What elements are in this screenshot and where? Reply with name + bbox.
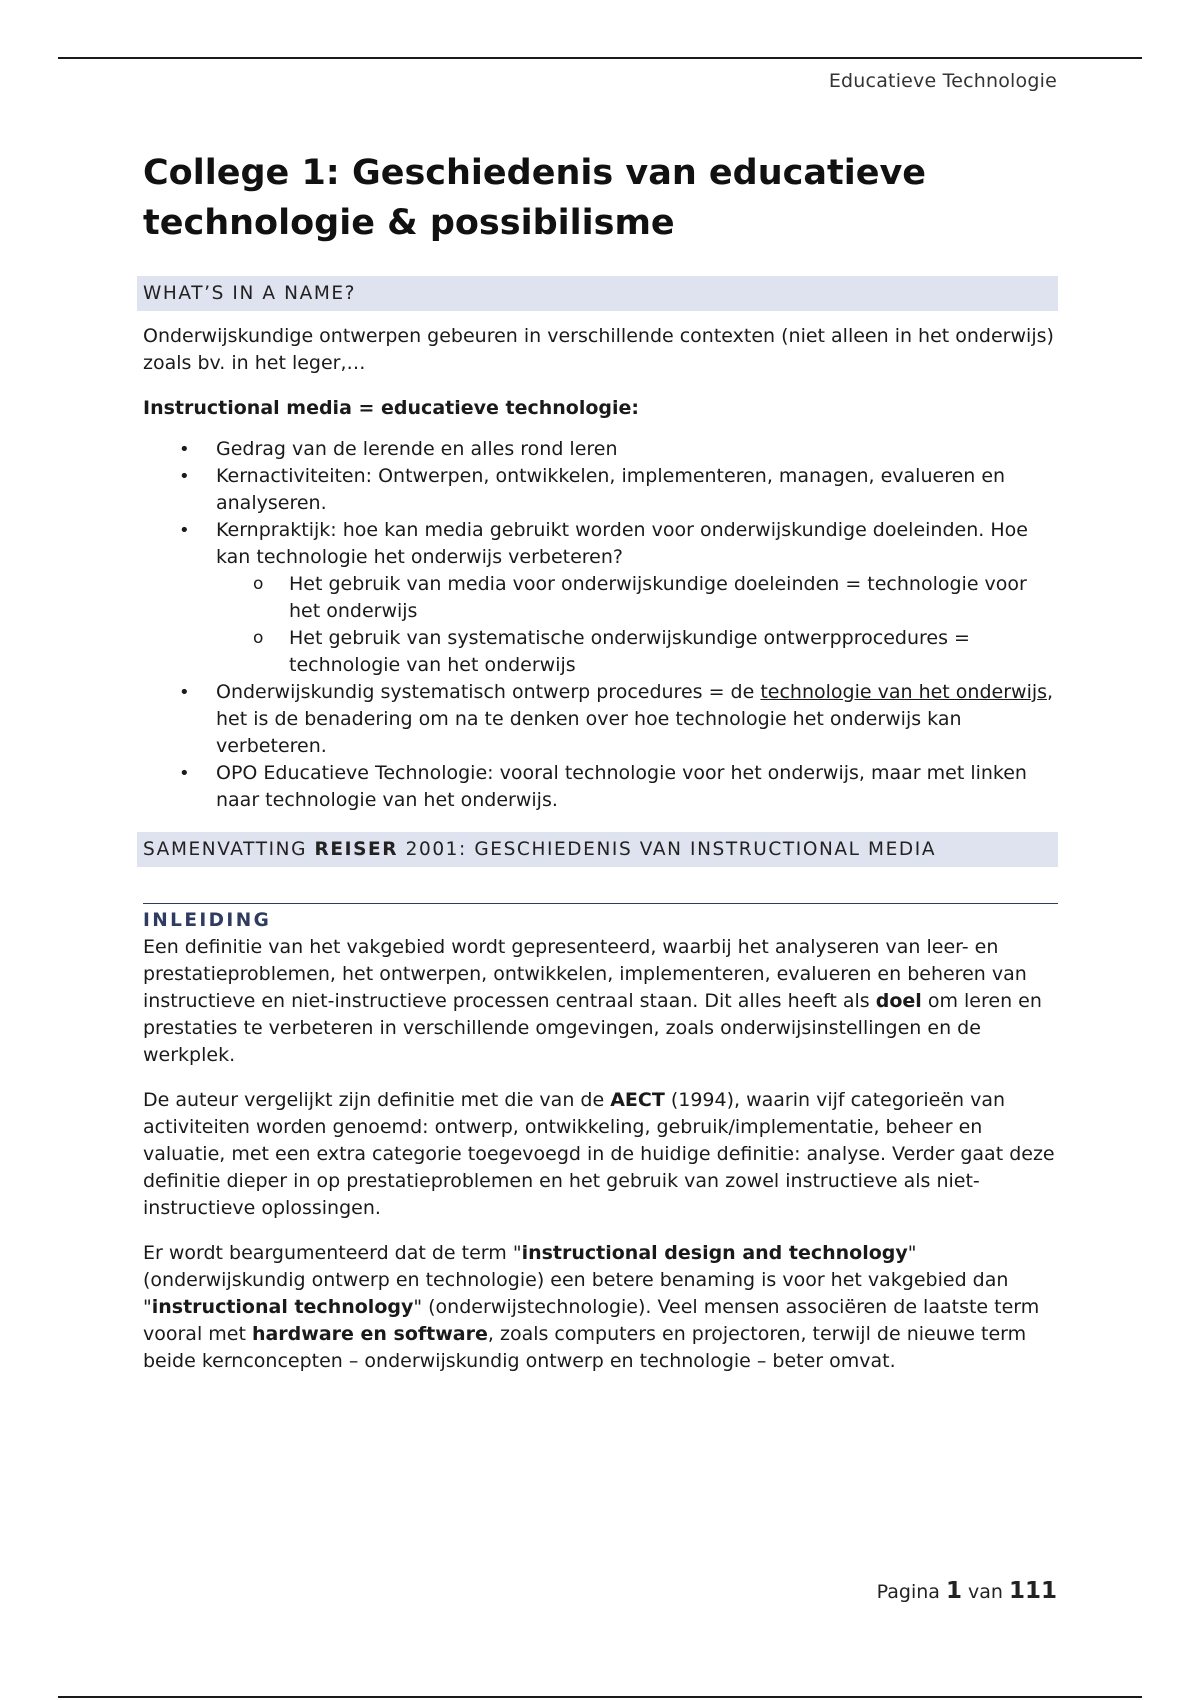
- text-run: " (onderwijstechnologie). Veel mensen associëren de laatste term vooral met: [143, 1296, 1040, 1345]
- footer-separator: van: [961, 1581, 1009, 1603]
- list-item-text: [216, 681, 1053, 757]
- text-run: om leren en prestaties te verbeteren in verschillende omgevingen, zoals onderwijsinstellingen en de werkplek.: [143, 990, 1042, 1066]
- footer-label: Pagina: [876, 1581, 946, 1603]
- sub-list-item: [216, 625, 1058, 679]
- bold-term: hardware en software: [251, 1323, 488, 1345]
- bullet-icon: •: [179, 466, 190, 487]
- list-item-text: Gedrag van de lerende en alles rond leren: [216, 438, 618, 460]
- section-heading-whats-in-a-name: WHAT’S IN A NAME?: [137, 276, 1058, 311]
- text-run: Er wordt beargumenteerd dat de term ": [143, 1242, 522, 1264]
- text-run: Een definitie van het vakgebied wordt gepresenteerd, waarbij het analyseren van leer- en prestatieproblemen, het ontwerpen, ontwikkelen, implementeren, evalueren en beheren van instructieve en niet-instructieve processen centraal staan. Dit alles heeft als: [143, 936, 1027, 1012]
- underlined-term: technologie van het onderwijs: [760, 681, 1048, 703]
- document-body: [143, 148, 1058, 1393]
- running-header: Educatieve Technologie: [828, 70, 1057, 92]
- text-run: De auteur vergelijkt zijn definitie met die van de: [143, 1089, 611, 1111]
- intro-paragraph: Onderwijskundige ontwerpen gebeuren in verschillende contexten (niet alleen in het onderwijs) zoals bv. in het leger,…: [143, 325, 1054, 374]
- sub-list-item: [216, 571, 1058, 625]
- text-run: SAMENVATTING: [143, 839, 315, 860]
- list-item: [143, 463, 1058, 517]
- bullet-icon: •: [179, 763, 190, 784]
- section-heading-reiser: [137, 832, 1058, 867]
- subheading-inleiding: INLEIDING: [143, 910, 272, 931]
- bold-term: doel: [875, 990, 922, 1012]
- bullet-list: [143, 436, 1058, 814]
- text-run: , zoals computers en projectoren, terwijl de nieuwe term beide kernconcepten – onderwijskundig ontwerp en technologie – beter omvat.: [143, 1323, 1027, 1372]
- list-item: [143, 760, 1058, 814]
- definition-line: Instructional media = educatieve technologie:: [143, 397, 640, 419]
- bold-term: instructional design and technology: [521, 1242, 908, 1264]
- sub-bullet-icon: o: [253, 628, 264, 648]
- page-total: 111: [1008, 1578, 1057, 1604]
- list-item-text: Kernactiviteiten: Ontwerpen, ontwikkelen, implementeren, managen, evalueren en analyseren.: [216, 465, 1006, 514]
- sub-bullet-icon: o: [253, 574, 264, 594]
- bold-term: AECT: [610, 1089, 665, 1111]
- bullet-icon: •: [179, 439, 190, 460]
- text-run: 2001: GESCHIEDENIS VAN INSTRUCTIONAL MEDIA: [398, 839, 937, 860]
- bold-term: REISER: [314, 839, 399, 860]
- text-run: (1994), waarin vijf categorieën van activiteiten worden genoemd: ontwerp, ontwikkeling, gebruik/implementatie, beheer en valuatie, met een extra categorie toegevoegd in de huidige definitie: analyse. Verder gaat deze definitie dieper in op prestatieproblemen en het gebruik van zowel instructieve als niet-instructieve oplossingen.: [143, 1089, 1055, 1219]
- sub-list-item-text: Het gebruik van media voor onderwijskundige doeleinden = technologie voor het onderwijs: [289, 573, 1027, 622]
- sub-list-item-text: Het gebruik van systematische onderwijskundige ontwerpprocedures = technologie van het onderwijs: [289, 627, 970, 676]
- page-footer: [877, 1578, 1057, 1604]
- paragraph: [143, 934, 1058, 1069]
- paragraph: [143, 1240, 1058, 1375]
- text-run: Onderwijskundig systematisch ontwerp procedures = de: [216, 681, 761, 703]
- bullet-icon: •: [179, 682, 190, 703]
- sub-bullet-list: [216, 571, 1058, 679]
- subheading-rule: [143, 903, 1058, 904]
- header-rule: [58, 57, 1142, 59]
- list-item: [143, 679, 1058, 760]
- bold-term: instructional technology: [151, 1296, 414, 1318]
- bullet-icon: •: [179, 520, 190, 541]
- list-item-text: Kernpraktijk: hoe kan media gebruikt worden voor onderwijskundige doeleinden. Hoe kan technologie het onderwijs verbeteren?: [216, 519, 1028, 568]
- page-title: College 1: Geschiedenis van educatieve technologie & possibilisme: [143, 153, 927, 243]
- list-item: [143, 517, 1058, 679]
- page-number: 1: [945, 1578, 962, 1604]
- footer-rule: [58, 1696, 1142, 1698]
- text-run: " (onderwijskundig ontwerp en technologie) een betere benaming is voor het vakgebied dan ": [143, 1242, 1009, 1318]
- paragraph: [143, 1087, 1058, 1222]
- list-item-text: OPO Educatieve Technologie: vooral technologie voor het onderwijs, maar met linken naar technologie van het onderwijs.: [216, 762, 1027, 811]
- text-run: , het is de benadering om na te denken over hoe technologie het onderwijs kan verbeteren.: [216, 681, 1054, 757]
- list-item: [143, 436, 1058, 463]
